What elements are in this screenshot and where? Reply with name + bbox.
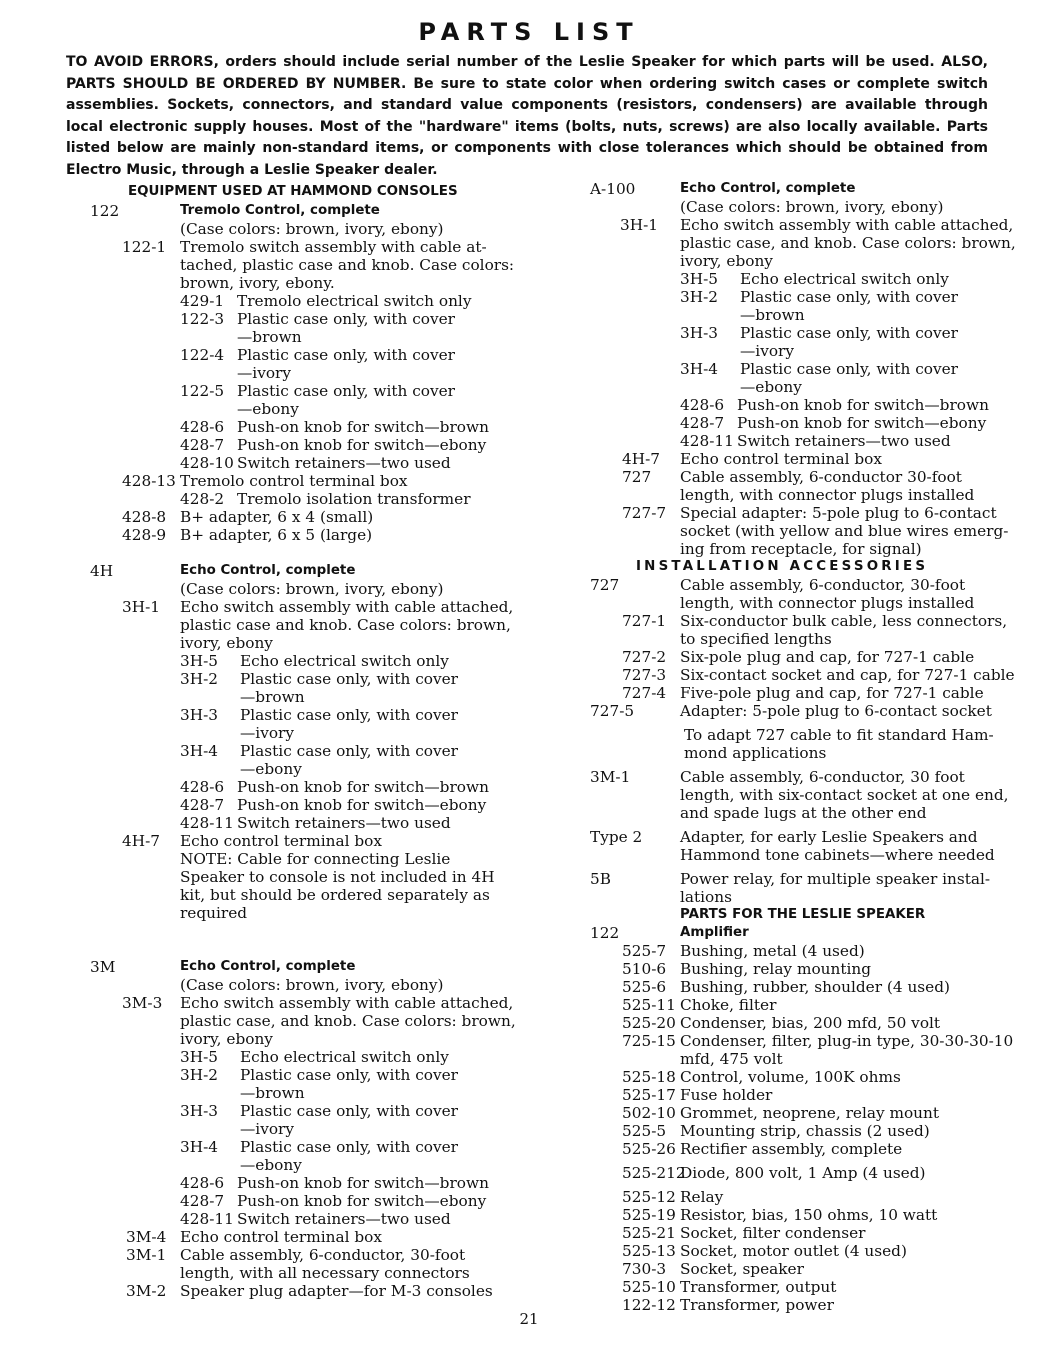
part-number: 525-26: [622, 1140, 676, 1158]
part-description: Cable assembly, 6-conductor, 30 foot: [680, 768, 965, 786]
section-heading: Tremolo Control, complete: [180, 203, 380, 218]
part-description: Plastic case only, with cover: [240, 742, 458, 760]
part-number: 3H-4: [680, 360, 718, 378]
part-number: 122-4: [180, 346, 225, 364]
part-number: 3M: [90, 958, 116, 976]
part-description: Hammond tone cabinets—where needed: [680, 846, 995, 864]
part-description: tached, plastic case and knob. Case colors:: [180, 256, 515, 274]
part-number: 727-3: [622, 666, 667, 684]
part-description: Echo electrical switch only: [240, 1048, 449, 1066]
part-description: mfd, 475 volt: [680, 1050, 783, 1068]
part-description: length, with connector plugs installed: [680, 486, 975, 504]
part-description: Adapter: 5-pole plug to 6-contact socket: [680, 702, 992, 720]
part-number: 525-6: [622, 978, 667, 996]
part-number: 3M-1: [590, 768, 631, 786]
part-number: 3H-5: [180, 652, 218, 670]
part-description: kit, but should be ordered separately as: [180, 886, 490, 904]
section-heading: Amplifier: [680, 925, 749, 940]
part-number: 428-11: [180, 1210, 234, 1228]
part-description: Plastic case only, with cover: [237, 346, 455, 364]
part-description: (Case colors: brown, ivory, ebony): [180, 220, 444, 238]
part-description: To adapt 727 cable to fit standard Ham-: [684, 726, 994, 744]
part-number: 429-1: [180, 292, 225, 310]
part-number: 525-212: [622, 1164, 686, 1182]
part-number: 4H-7: [122, 832, 160, 850]
part-number: 3H-5: [680, 270, 718, 288]
part-number: 428-8: [122, 508, 167, 526]
part-description: Bushing, metal (4 used): [680, 942, 865, 960]
part-description: —ivory: [237, 364, 291, 382]
part-number: 122-12: [622, 1296, 676, 1314]
part-description: ivory, ebony: [180, 634, 273, 652]
part-description: Six-pole plug and cap, for 727-1 cable: [680, 648, 975, 666]
section-heading: PARTS FOR THE LESLIE SPEAKER: [680, 907, 926, 922]
part-number: 727: [622, 468, 652, 486]
part-number: 428-9: [122, 526, 167, 544]
part-description: Control, volume, 100K ohms: [680, 1068, 901, 1086]
part-number: 4H: [90, 562, 114, 580]
part-number: 122: [590, 924, 620, 942]
part-number: 727-1: [622, 612, 667, 630]
part-description: and spade lugs at the other end: [680, 804, 927, 822]
part-description: Transformer, power: [680, 1296, 834, 1314]
part-number: 727-2: [622, 648, 667, 666]
part-description: required: [180, 904, 248, 922]
part-description: —brown: [740, 306, 805, 324]
part-description: Socket, motor outlet (4 used): [680, 1242, 907, 1260]
part-description: Fuse holder: [680, 1086, 773, 1104]
section-heading: EQUIPMENT USED AT HAMMOND CONSOLES: [128, 184, 458, 199]
part-number: 525-20: [622, 1014, 676, 1032]
section-heading: Echo Control, complete: [180, 959, 356, 974]
part-number: 3H-2: [680, 288, 718, 306]
part-number: 525-5: [622, 1122, 667, 1140]
part-number: 727: [590, 576, 620, 594]
part-description: Plastic case only, with cover: [740, 360, 958, 378]
part-description: Cable assembly, 6-conductor, 30-foot: [680, 576, 966, 594]
part-description: Relay: [680, 1188, 724, 1206]
part-description: Plastic case only, with cover: [237, 382, 455, 400]
part-number: 525-21: [622, 1224, 676, 1242]
section-heading: INSTALLATION ACCESSORIES: [636, 559, 929, 574]
part-number: 3M-3: [122, 994, 163, 1012]
part-description: Echo control terminal box: [180, 1228, 382, 1246]
part-description: Switch retainers—two used: [237, 1210, 451, 1228]
part-description: mond applications: [684, 744, 827, 762]
part-description: Tremolo isolation transformer: [237, 490, 471, 508]
part-number: 502-10: [622, 1104, 676, 1122]
part-description: Five-pole plug and cap, for 727-1 cable: [680, 684, 984, 702]
part-number: 525-18: [622, 1068, 676, 1086]
part-description: Plastic case only, with cover: [240, 1138, 458, 1156]
part-number: 3H-1: [620, 216, 658, 234]
part-description: Plastic case only, with cover: [240, 706, 458, 724]
part-description: Push-on knob for switch—brown: [237, 1174, 489, 1192]
part-description: length, with all necessary connectors: [180, 1264, 470, 1282]
part-description: Switch retainers—two used: [737, 432, 951, 450]
part-description: Cable assembly, 6-conductor 30-foot: [680, 468, 962, 486]
part-description: Six-conductor bulk cable, less connectors,: [680, 612, 1008, 630]
part-description: —ebony: [740, 378, 802, 396]
part-description: Echo control terminal box: [180, 832, 382, 850]
part-description: Push-on knob for switch—ebony: [737, 414, 987, 432]
part-description: Echo electrical switch only: [240, 652, 449, 670]
part-description: Rectifier assembly, complete: [680, 1140, 903, 1158]
part-description: Diode, 800 volt, 1 Amp (4 used): [680, 1164, 926, 1182]
part-number: 727-5: [590, 702, 635, 720]
part-description: Choke, filter: [680, 996, 777, 1014]
section-heading: Echo Control, complete: [680, 181, 856, 196]
part-description: brown, ivory, ebony.: [180, 274, 335, 292]
part-description: Plastic case only, with cover: [240, 1066, 458, 1084]
part-description: Plastic case only, with cover: [237, 310, 455, 328]
part-description: Speaker plug adapter—for M-3 consoles: [180, 1282, 493, 1300]
part-description: Push-on knob for switch—ebony: [237, 796, 487, 814]
part-description: length, with connector plugs installed: [680, 594, 975, 612]
part-number: 3H-4: [180, 1138, 218, 1156]
part-number: 3H-3: [180, 706, 218, 724]
part-description: Plastic case only, with cover: [240, 670, 458, 688]
part-number: 727-7: [622, 504, 667, 522]
part-description: Six-contact socket and cap, for 727-1 cable: [680, 666, 1015, 684]
part-number: 428-7: [180, 436, 225, 454]
part-description: Resistor, bias, 150 ohms, 10 watt: [680, 1206, 938, 1224]
part-description: —ebony: [237, 400, 299, 418]
part-description: Special adapter: 5-pole plug to 6-contact: [680, 504, 997, 522]
part-description: to specified lengths: [680, 630, 832, 648]
part-number: 730-3: [622, 1260, 667, 1278]
part-number: 122-5: [180, 382, 225, 400]
page-title: PARTS LIST: [418, 18, 640, 46]
part-description: Switch retainers—two used: [237, 454, 451, 472]
part-description: Condenser, filter, plug-in type, 30-30-30-10: [680, 1032, 1014, 1050]
part-description: Bushing, relay mounting: [680, 960, 872, 978]
part-description: Echo switch assembly with cable attached,: [180, 994, 514, 1012]
part-description: ing from receptacle, for signal): [680, 540, 922, 558]
part-description: —brown: [240, 688, 305, 706]
part-number: 525-13: [622, 1242, 676, 1260]
part-number: 725-15: [622, 1032, 676, 1050]
part-description: Echo switch assembly with cable attached,: [680, 216, 1014, 234]
part-description: ivory, ebony: [680, 252, 773, 270]
section-heading: Echo Control, complete: [180, 563, 356, 578]
part-description: Condenser, bias, 200 mfd, 50 volt: [680, 1014, 941, 1032]
part-description: —ebony: [240, 1156, 302, 1174]
part-number: 3M-4: [126, 1228, 167, 1246]
part-number: 428-7: [680, 414, 725, 432]
part-description: B+ adapter, 6 x 4 (small): [180, 508, 374, 526]
part-description: ivory, ebony: [180, 1030, 273, 1048]
part-description: socket (with yellow and blue wires emerg-: [680, 522, 1009, 540]
part-description: Switch retainers—two used: [237, 814, 451, 832]
part-description: plastic case, and knob. Case colors: brown,: [680, 234, 1016, 252]
part-number: 525-11: [622, 996, 676, 1014]
part-number: 3M-2: [126, 1282, 167, 1300]
part-number: 525-10: [622, 1278, 676, 1296]
part-number: 122-1: [122, 238, 167, 256]
part-description: Mounting strip, chassis (2 used): [680, 1122, 930, 1140]
part-description: Push-on knob for switch—brown: [737, 396, 989, 414]
part-description: —ivory: [240, 724, 294, 742]
part-description: Adapter, for early Leslie Speakers and: [680, 828, 978, 846]
part-number: 525-19: [622, 1206, 676, 1224]
part-number: 428-7: [180, 1192, 225, 1210]
part-description: Tremolo electrical switch only: [237, 292, 472, 310]
part-description: —brown: [240, 1084, 305, 1102]
part-description: Cable assembly, 6-conductor, 30-foot: [180, 1246, 466, 1264]
part-description: Echo switch assembly with cable attached,: [180, 598, 514, 616]
part-description: plastic case and knob. Case colors: brown,: [180, 616, 511, 634]
part-description: Tremolo switch assembly with cable at-: [180, 238, 487, 256]
part-description: Socket, speaker: [680, 1260, 804, 1278]
part-number: 3H-5: [180, 1048, 218, 1066]
part-description: Power relay, for multiple speaker instal-: [680, 870, 991, 888]
part-description: (Case colors: brown, ivory, ebony): [180, 580, 444, 598]
part-number: 3H-1: [122, 598, 160, 616]
part-description: Push-on knob for switch—ebony: [237, 1192, 487, 1210]
part-number: 428-6: [180, 1174, 225, 1192]
part-number: A-100: [590, 180, 636, 198]
part-number: 727-4: [622, 684, 667, 702]
part-description: —brown: [237, 328, 302, 346]
part-number: 525-17: [622, 1086, 676, 1104]
part-description: (Case colors: brown, ivory, ebony): [680, 198, 944, 216]
part-description: lations: [680, 888, 732, 906]
part-number: 3M-1: [126, 1246, 167, 1264]
part-description: Plastic case only, with cover: [740, 324, 958, 342]
part-number: 3H-4: [180, 742, 218, 760]
part-number: 428-13: [122, 472, 176, 490]
part-description: Tremolo control terminal box: [180, 472, 408, 490]
part-number: 428-10: [180, 454, 234, 472]
part-description: Bushing, rubber, shoulder (4 used): [680, 978, 950, 996]
part-number: 428-11: [180, 814, 234, 832]
part-description: Echo electrical switch only: [740, 270, 949, 288]
part-number: 428-6: [180, 418, 225, 436]
part-description: Transformer, output: [680, 1278, 837, 1296]
part-number: 3H-3: [180, 1102, 218, 1120]
part-description: —ebony: [240, 760, 302, 778]
part-description: Push-on knob for switch—brown: [237, 778, 489, 796]
part-number: 5B: [590, 870, 611, 888]
part-description: B+ adapter, 6 x 5 (large): [180, 526, 373, 544]
part-description: Plastic case only, with cover: [740, 288, 958, 306]
part-description: length, with six-contact socket at one end,: [680, 786, 1009, 804]
part-number: 428-2: [180, 490, 225, 508]
part-number: 3H-2: [180, 670, 218, 688]
part-number: 428-7: [180, 796, 225, 814]
part-description: Push-on knob for switch—brown: [237, 418, 489, 436]
part-number: 428-6: [680, 396, 725, 414]
part-number: Type 2: [590, 828, 643, 846]
part-number: 525-12: [622, 1188, 676, 1206]
part-description: Grommet, neoprene, relay mount: [680, 1104, 940, 1122]
part-description: Push-on knob for switch—ebony: [237, 436, 487, 454]
part-number: 428-11: [680, 432, 734, 450]
part-number: 122: [90, 202, 120, 220]
part-number: 3H-3: [680, 324, 718, 342]
intro-paragraph: TO AVOID ERRORS, orders should include serial number of the Leslie Speaker for which parts will be used. ALSO, PARTS SHOULD BE ORDERED BY NUMBER. Be sure to state color when ordering switch cases or complete switch assemblies. Sockets, connectors, and standard value components (resistors, condensers) are available through local electronic supply houses. Most of the "hardware" items (bolts, nuts, screws) are also locally available. Parts listed below are mainly non-standard items, or components with close tolerances which should be obtained from Electro Music, through a Leslie Speaker dealer.: [66, 54, 988, 178]
part-description: NOTE: Cable for connecting Leslie: [180, 850, 451, 868]
part-description: Socket, filter condenser: [680, 1224, 866, 1242]
part-description: (Case colors: brown, ivory, ebony): [180, 976, 444, 994]
part-description: Echo control terminal box: [680, 450, 882, 468]
part-description: —ivory: [740, 342, 794, 360]
part-description: Speaker to console is not included in 4H: [180, 868, 495, 886]
part-number: 510-6: [622, 960, 667, 978]
part-number: 3H-2: [180, 1066, 218, 1084]
part-description: —ivory: [240, 1120, 294, 1138]
part-description: plastic case, and knob. Case colors: brown,: [180, 1012, 516, 1030]
part-number: 4H-7: [622, 450, 660, 468]
part-number: 428-6: [180, 778, 225, 796]
page-number: 21: [519, 1310, 539, 1328]
part-number: 525-7: [622, 942, 667, 960]
part-description: Plastic case only, with cover: [240, 1102, 458, 1120]
part-number: 122-3: [180, 310, 225, 328]
